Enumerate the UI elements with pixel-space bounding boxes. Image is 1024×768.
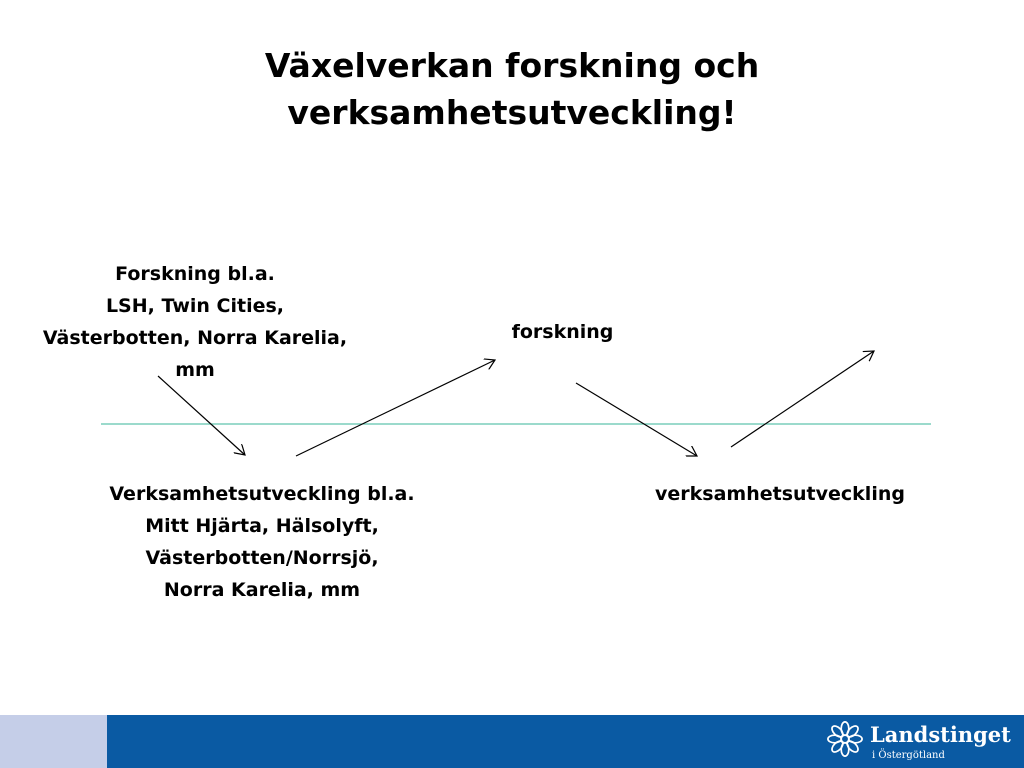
slide-title-line-2: verksamhetsutveckling!: [287, 93, 737, 132]
development-examples-line-3: Västerbotten/Norrsjö,: [145, 547, 379, 569]
flower-emblem-icon: [826, 720, 864, 758]
research-examples-line-3: Västerbotten, Norra Karelia,: [42, 327, 348, 349]
research-examples-line-2: LSH, Twin Cities,: [105, 295, 285, 317]
development-examples-line-4: Norra Karelia, mm: [163, 579, 361, 601]
arrow-development-to-research-2: [731, 351, 874, 447]
footer-left-panel: [0, 715, 107, 768]
landstinget-logo: [826, 718, 1016, 766]
development-examples-line-2: Mitt Hjärta, Hälsolyft,: [145, 515, 379, 537]
arrow-research-to-development-1: [158, 376, 245, 455]
research-examples-line-1: Forskning bl.a.: [115, 263, 275, 285]
logo-name: Landstinget: [870, 722, 1011, 747]
development-examples-line-1: Verksamhetsutveckling bl.a.: [109, 483, 415, 505]
logo-subtitle: i Östergötland: [872, 750, 945, 761]
research-label-text: forskning: [511, 321, 614, 343]
development-label-text: verksamhetsutveckling: [655, 483, 905, 505]
research-examples-line-4: mm: [175, 359, 215, 381]
slide-title-line-1: Växelverkan forskning och: [264, 46, 760, 85]
footer-bar: [0, 715, 1024, 768]
arrow-development-to-research-1: [296, 360, 495, 456]
arrow-research-to-development-2: [576, 383, 697, 456]
